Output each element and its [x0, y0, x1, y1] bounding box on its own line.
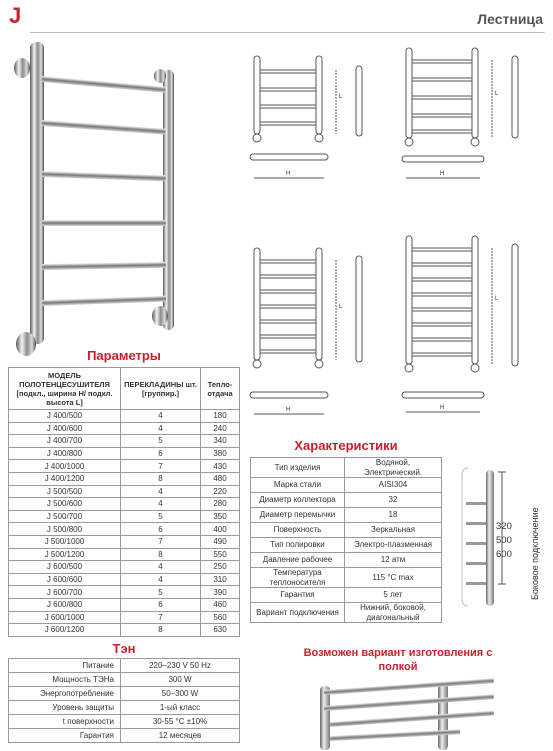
ten-row [9, 715, 240, 729]
params-cell: 5 [121, 586, 201, 599]
params-cell: J 500/600 [9, 498, 121, 511]
params-cell: 4 [121, 422, 201, 435]
params-row [9, 535, 240, 548]
params-cell: 380 [201, 447, 240, 460]
l-label: L [495, 296, 499, 302]
params-cell: 6 [121, 598, 201, 611]
wall-mount-bottom-right [152, 306, 168, 326]
characteristics-cell: Водяной, Электрический. [345, 458, 442, 478]
characteristics-cell: Нижний, боковой, диагональный [345, 603, 442, 623]
characteristics-cell: Вариант подключения [251, 603, 345, 623]
h-label: H [286, 171, 291, 177]
params-row [9, 410, 240, 423]
params-row [9, 485, 240, 498]
params-cell: J 600/800 [9, 598, 121, 611]
params-cell: 4 [121, 410, 201, 423]
params-cell: 7 [121, 611, 201, 624]
ten-cell: 30-55 °C ±10% [121, 715, 240, 729]
params-header-bars: ПЕРЕКЛАДИНЫ шт. [группир.] [121, 368, 201, 410]
characteristics-cell: Тип изделия [251, 458, 345, 478]
params-row [9, 460, 240, 473]
characteristics-title: Характеристики [294, 438, 398, 453]
params-row [9, 548, 240, 561]
params-cell: J 500/500 [9, 485, 121, 498]
h-label: H [286, 407, 291, 413]
params-cell: 240 [201, 422, 240, 435]
params-cell: 340 [201, 435, 240, 448]
params-cell: 250 [201, 561, 240, 574]
params-row [9, 498, 240, 511]
params-cell: 6 [121, 523, 201, 536]
params-cell: J 400/600 [9, 422, 121, 435]
ten-title: Тэн [112, 641, 136, 656]
ten-cell: 300 W [121, 673, 240, 687]
params-cell: 400 [201, 523, 240, 536]
params-row [9, 523, 240, 536]
header-line [30, 32, 545, 33]
ten-cell: Питание [9, 659, 121, 673]
ten-cell: t поверхности [9, 715, 121, 729]
wall-mount-top [14, 58, 30, 78]
params-header-model: МОДЕЛЬ ПОЛОТЕНЦЕСУШИТЕЛЯ [подкл., ширина H/ подкл. высота L] [9, 368, 121, 410]
params-row [9, 624, 240, 637]
params-cell: 480 [201, 472, 240, 485]
params-row [9, 510, 240, 523]
characteristics-cell: Поверхность [251, 523, 345, 538]
params-row [9, 422, 240, 435]
characteristics-cell: Диаметр коллектора [251, 493, 345, 508]
ten-cell: Мощность ТЭНа [9, 673, 121, 687]
side-value-320: 320 [496, 521, 512, 532]
characteristics-row [251, 508, 442, 523]
params-cell: J 600/500 [9, 561, 121, 574]
characteristics-cell: Зеркальная [345, 523, 442, 538]
characteristics-cell: Марка стали [251, 478, 345, 493]
crossbars [41, 76, 166, 306]
characteristics-row [251, 493, 442, 508]
params-cell: J 400/1000 [9, 460, 121, 473]
schematic-5-bars [396, 40, 526, 190]
ten-cell: Гарантия [9, 729, 121, 743]
characteristics-cell: Температура теплоносителя [251, 568, 345, 588]
characteristics-cell: 115 °C max [345, 568, 442, 588]
ten-cell: 12 месяцев [121, 729, 240, 743]
params-row [9, 561, 240, 574]
shelf-photo [310, 678, 500, 750]
ten-cell: Энергопотребление [9, 687, 121, 701]
params-header-heat: Тепло-отдача [201, 368, 240, 410]
params-row [9, 447, 240, 460]
shelf-note: Возможен вариант изготовления с полкой [303, 647, 493, 673]
side-value-500: 500 [496, 535, 512, 546]
schematic-4-bars [244, 48, 374, 188]
params-cell: J 400/700 [9, 435, 121, 448]
ten-cell: 1-ый класс [121, 701, 240, 715]
params-cell: J 500/800 [9, 523, 121, 536]
ten-cell: Уровень защиты [9, 701, 121, 715]
params-cell: 4 [121, 485, 201, 498]
h-label: H [440, 405, 445, 411]
params-cell: 5 [121, 510, 201, 523]
page-title: Лестница [477, 11, 543, 27]
ten-row [9, 701, 240, 715]
params-cell: 630 [201, 624, 240, 637]
ten-row [9, 673, 240, 687]
characteristics-row [251, 458, 442, 478]
ten-table [8, 658, 240, 743]
params-cell: J 500/1200 [9, 548, 121, 561]
right-collector [163, 70, 174, 330]
wall-mount-right [154, 69, 166, 83]
params-cell: J 600/700 [9, 586, 121, 599]
ten-row [9, 687, 240, 701]
characteristics-cell: Тип полировки [251, 538, 345, 553]
params-cell: 280 [201, 498, 240, 511]
params-cell: J 400/500 [9, 410, 121, 423]
params-cell: 5 [121, 435, 201, 448]
ten-cell: 50–300 W [121, 687, 240, 701]
characteristics-cell: 5 лет [345, 588, 442, 603]
params-cell: 550 [201, 548, 240, 561]
params-cell: 8 [121, 624, 201, 637]
params-cell: J 600/1000 [9, 611, 121, 624]
params-cell: J 500/700 [9, 510, 121, 523]
characteristics-row [251, 568, 442, 588]
params-cell: J 400/1200 [9, 472, 121, 485]
params-cell: 560 [201, 611, 240, 624]
params-cell: 180 [201, 410, 240, 423]
params-cell: 6 [121, 447, 201, 460]
params-table [8, 367, 240, 637]
params-cell: 4 [121, 573, 201, 586]
params-cell: 220 [201, 485, 240, 498]
params-cell: J 600/1200 [9, 624, 121, 637]
params-cell: 490 [201, 535, 240, 548]
schematic-8-bars [396, 228, 526, 420]
ten-row [9, 729, 240, 743]
characteristics-cell: Диаметр перемычки [251, 508, 345, 523]
ten-row [9, 659, 240, 673]
params-cell: J 400/800 [9, 447, 121, 460]
params-cell: 310 [201, 573, 240, 586]
side-value-600: 600 [496, 549, 512, 560]
params-cell: 8 [121, 472, 201, 485]
characteristics-row [251, 588, 442, 603]
h-label: H [440, 171, 445, 177]
params-cell: 390 [201, 586, 240, 599]
schematic-7-bars [244, 240, 374, 420]
params-cell: 350 [201, 510, 240, 523]
params-row [9, 573, 240, 586]
params-row [9, 435, 240, 448]
characteristics-row [251, 603, 442, 623]
characteristics-cell: 12 атм [345, 553, 442, 568]
params-row [9, 586, 240, 599]
characteristics-cell: 18 [345, 508, 442, 523]
characteristics-table [250, 457, 442, 623]
side-connection-label: Боковое подключение [530, 507, 540, 600]
left-collector [30, 42, 44, 344]
side-connection-values [496, 520, 512, 562]
characteristics-row [251, 523, 442, 538]
product-photo [8, 38, 180, 368]
params-cell: J 500/1000 [9, 535, 121, 548]
params-cell: 4 [121, 561, 201, 574]
characteristics-cell: 32 [345, 493, 442, 508]
params-cell: 8 [121, 548, 201, 561]
params-cell: 4 [121, 498, 201, 511]
characteristics-cell: Давление рабочее [251, 553, 345, 568]
params-title: Параметры [87, 348, 161, 363]
characteristics-row [251, 478, 442, 493]
l-label: L [495, 91, 499, 97]
characteristics-cell: AISI304 [345, 478, 442, 493]
characteristics-cell: Гарантия [251, 588, 345, 603]
characteristics-row [251, 553, 442, 568]
params-cell: 7 [121, 535, 201, 548]
params-cell: J 600/600 [9, 573, 121, 586]
characteristics-row [251, 538, 442, 553]
l-label: L [339, 94, 343, 100]
characteristics-cell: Электро-плазменная [345, 538, 442, 553]
l-label: L [339, 304, 343, 310]
ten-cell: 220–230 V 50 Hz [121, 659, 240, 673]
params-row [9, 598, 240, 611]
header-letter: J [9, 3, 22, 28]
params-cell: 7 [121, 460, 201, 473]
params-row [9, 611, 240, 624]
params-row [9, 472, 240, 485]
params-cell: 460 [201, 598, 240, 611]
params-cell: 430 [201, 460, 240, 473]
params-header-row [9, 368, 240, 410]
